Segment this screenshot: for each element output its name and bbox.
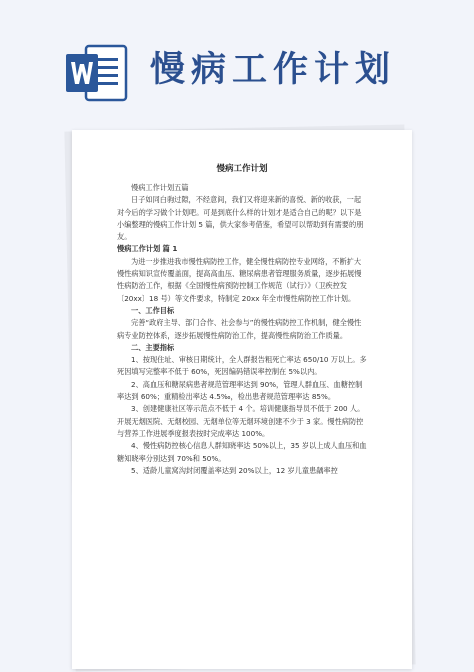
- doc-line-7: 1、按现住址、审核日期统计，全人群报告粗死亡率达 650/10 万以上。多死因填写完整率不低于 60%，死因编码错误率控制在 5%以内。: [117, 355, 367, 377]
- banner-title: 慢病工作计划: [150, 50, 397, 90]
- doc-line-3: 为进一步推进我市慢性病防控工作，健全慢性病防控专业网络，不断扩大慢性病知识宣传覆盖面，提高高血压、糖尿病患者管理服务质量，逐步拓展慢性病防治工作，根据《全国慢性病预防控制工作规范（试行）》（卫疾控发〔20xx〕18 号）等文件要求，特制定 20xx 年全市慢性病防控工作计划。: [117, 256, 362, 303]
- word-document-icon: [66, 44, 128, 102]
- doc-line-4: 一、工作目标: [131, 305, 175, 315]
- document-page: [72, 130, 412, 669]
- doc-line-11: 5、适龄儿童窝沟封闭覆盖率达到 20%以上，12 岁儿童患龋率控: [131, 465, 338, 475]
- doc-line-10: 4、慢性病防控核心信息人群知晓率达 50%以上，35 岁以上成人血压和血糖知晓率分别达到 70%和 50%。: [117, 441, 367, 463]
- doc-line-1: 日子如同白驹过隙，不经意间，我们又将迎来新的喜悦、新的收获，一起对今后的学习做个计划吧。可是到底什么样的计划才是适合自己的呢？以下是小编整理的慢病工作计划 5 篇，供大家参考借鉴，希望可以帮助到有需要的朋友。: [117, 195, 364, 242]
- banner-header: [0, 0, 474, 125]
- doc-line-2: 慢病工作计划 篇 1: [117, 244, 178, 254]
- doc-line-0: 慢病工作计划五篇: [131, 183, 189, 192]
- doc-line-9: 3、创建健康社区等示范点不低于 4 个。培训健康指导员不低于 200 人。开展无烟医院、无烟校园、无烟单位等无烟环境创建不少于 3 家。慢性病防控与营养工作进展季度报表按时完成率达 100%。: [117, 404, 365, 438]
- document-body: [117, 162, 367, 477]
- doc-line-6: 二、主要指标: [131, 342, 175, 352]
- doc-line-8: 2、高血压和糖尿病患者规范管理率达到 90%，管理人群血压、血糖控制率达到 60%；重精检出率达 4.5‰，检出患者规范管理率达 85%。: [117, 379, 363, 402]
- document-title: 慢病工作计划: [216, 164, 268, 174]
- doc-line-5: 完善“政府主导、部门合作、社会参与”的慢性病防控工作机制，健全慢性病专业防控体系，逐步拓展慢性病防治工作，提高慢性病防治工作质量。: [117, 318, 362, 340]
